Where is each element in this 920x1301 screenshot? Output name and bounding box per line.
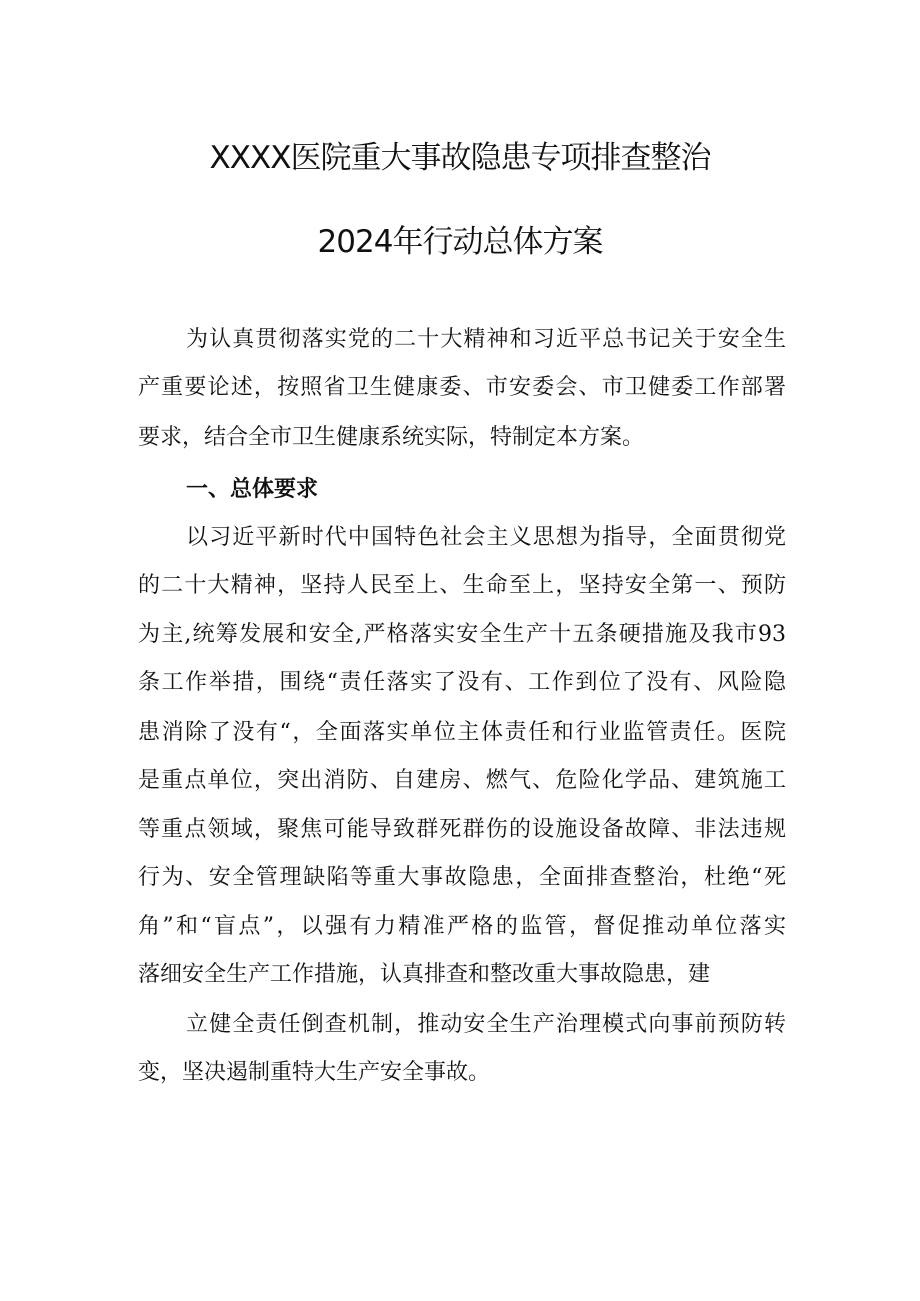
section-heading: 一、总体要求	[186, 477, 319, 502]
intro-line: 为认真贯彻落实党的二十大精神和习近平总书记关于安全生	[186, 327, 786, 352]
body-line: 是重点单位，突出消防、自建房、燃气、危险化学品、建筑施工	[138, 768, 786, 793]
document-title-line-2: 2024年行动总体方案	[317, 224, 603, 260]
document-title-line-1: XXXX医院重大事故隐患专项排查整治	[209, 140, 711, 176]
body-continued-line: 立健全责任倒查机制，推动安全生产治理模式向事前预防转	[186, 1012, 786, 1037]
body-line: 角”和“盲点”，以强有力精准严格的监管，督促推动单位落实	[138, 914, 786, 939]
body-line: 为主,统筹发展和安全,严格落实安全生产十五条硬措施及我市93	[138, 622, 786, 647]
body-line: 等重点领域，聚焦可能导致群死群伤的设施设备故障、非法违规	[138, 817, 786, 842]
body-line: 以习近平新时代中国特色社会主义思想为指导，全面贯彻党	[186, 525, 786, 550]
body-line: 的二十大精神，坚持人民至上、生命至上，坚持安全第一、预防	[138, 573, 786, 598]
body-line: 行为、安全管理缺陷等重大事故隐患，全面排查整治，杜绝“死	[138, 865, 786, 890]
body-continued-line: 变，坚决遏制重特大生产安全事故。	[138, 1060, 491, 1085]
intro-line: 要求，结合全市卫生健康系统实际，特制定本方案。	[138, 425, 645, 450]
intro-line: 产重要论述，按照省卫生健康委、市安委会、市卫健委工作部署	[138, 375, 786, 400]
body-line: 条工作举措，围绕“责任落实了没有、工作到位了没有、风险隐	[138, 670, 786, 695]
body-line: 患消除了没有“，全面落实单位主体责任和行业监管责任。医院	[138, 720, 786, 745]
body-line: 落细安全生产工作措施，认真排查和整改重大事故隐患，建	[138, 962, 711, 987]
